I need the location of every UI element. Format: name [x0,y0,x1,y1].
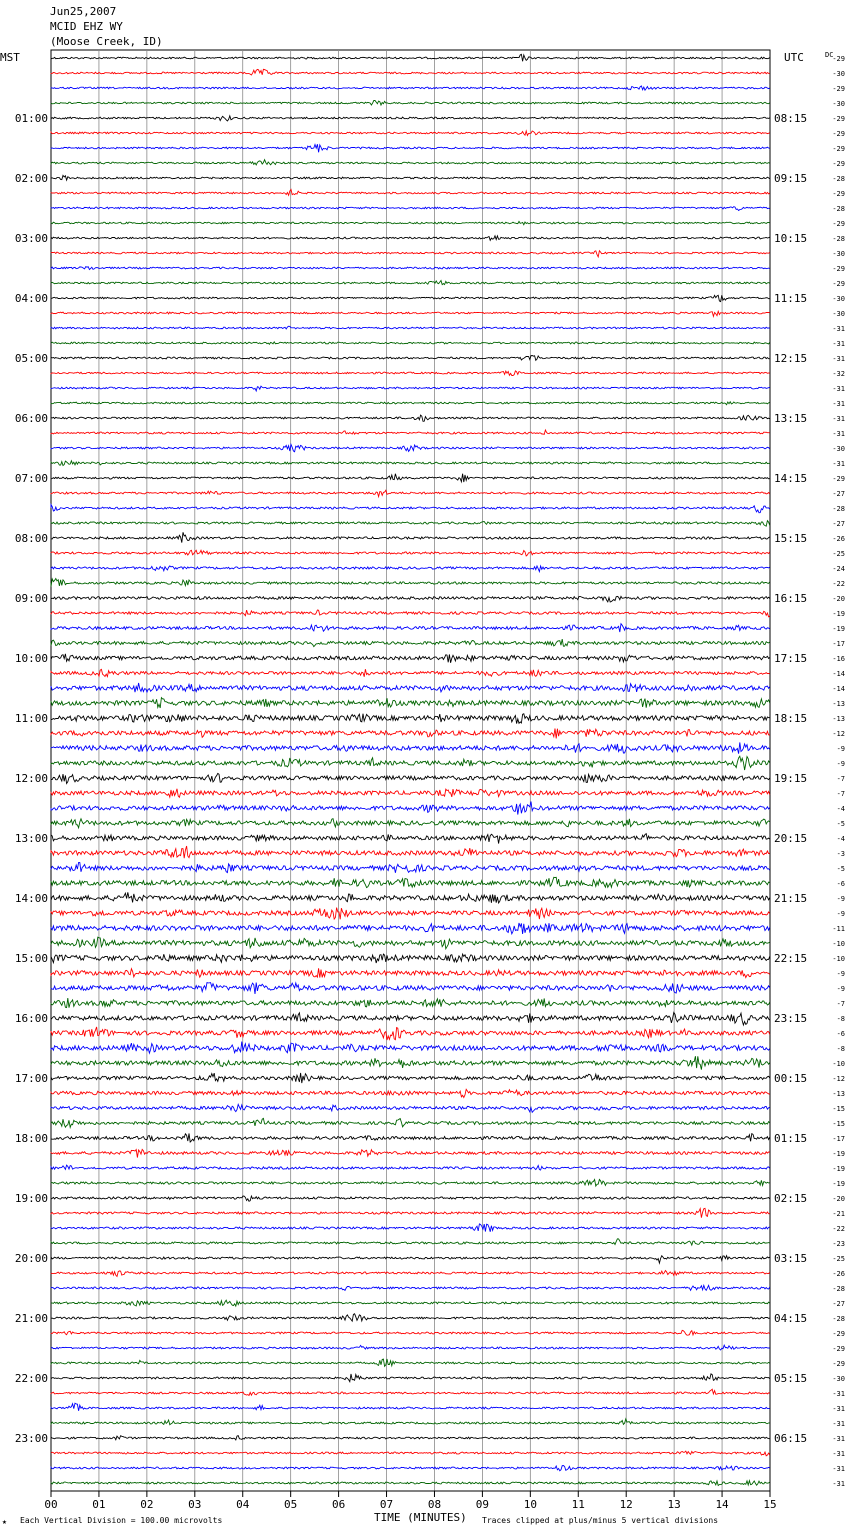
seismic-trace [51,1042,770,1054]
dc-offset-label: -8 [836,1015,845,1023]
dc-offset-label: -15 [832,1120,845,1128]
x-tick-label: 01 [92,1498,106,1511]
dc-offset-label: -14 [832,685,845,693]
seismic-traces [51,54,770,1485]
right-hour-label: 13:15 [774,412,808,425]
x-tick-label: 11 [571,1498,585,1511]
dc-offset-label: -29 [832,145,845,153]
right-hour-label: 05:15 [774,1372,808,1385]
dc-offset-label: -19 [832,610,845,618]
seismic-trace [51,326,770,329]
dc-offset-label: -7 [836,790,845,798]
seismic-trace [51,1056,770,1069]
dc-offset-label: -31 [832,325,845,333]
seismic-trace [51,669,770,677]
seismic-trace [51,954,770,963]
dc-offset-label: -10 [832,1060,845,1068]
x-tick-label: 09 [475,1498,490,1511]
seismic-trace [51,1403,770,1411]
seismic-trace [51,877,770,887]
dc-offset-label: -15 [832,1105,845,1113]
seismic-trace [51,1300,770,1306]
seismic-trace [51,1104,770,1112]
right-hour-label: 12:15 [774,352,808,365]
seismic-trace [51,532,770,542]
seismic-trace [51,474,770,482]
dc-offset-label: -31 [832,460,845,468]
minute-gridlines [51,50,770,1491]
dc-offset-label: -19 [832,1180,845,1188]
dc-offset-label: -31 [832,355,845,363]
seismic-trace [51,596,770,602]
left-hour-label: 05:00 [14,352,48,365]
seismic-trace [51,863,770,873]
x-axis [44,1491,776,1511]
seismic-trace [51,789,770,798]
dc-offset-label: -22 [832,580,845,588]
right-hour-label: 18:15 [774,712,808,725]
dc-offset-label: -5 [836,820,845,828]
header-date: Jun25,2007 [50,5,117,18]
seismic-trace [51,236,770,241]
seismic-trace [51,356,770,361]
right-hour-label: 22:15 [774,952,808,965]
seismic-trace [51,131,770,136]
dc-offset-label: -4 [836,805,845,813]
seismic-trace [51,1345,770,1350]
dc-offset-label: -20 [832,1195,845,1203]
dc-offset-label: -5 [836,865,845,873]
x-tick-label: 12 [619,1498,633,1511]
right-hour-label: 11:15 [774,292,808,305]
left-hour-label: 16:00 [14,1012,48,1025]
seismic-trace [51,1285,770,1290]
left-hour-label: 19:00 [14,1192,48,1205]
seismic-trace [51,1256,770,1263]
left-timezone-label: MST [0,51,20,64]
x-tick-label: 02 [140,1498,154,1511]
dc-offset-label: -14 [832,670,845,678]
dc-offset-label: -31 [832,1420,845,1428]
right-hour-label: 17:15 [774,652,808,665]
x-tick-label: 07 [379,1498,394,1511]
seismic-trace [51,402,770,405]
dc-offset-label: -31 [832,1450,845,1458]
dc-offset-label: -29 [832,85,845,93]
seismic-trace [51,1073,770,1083]
seismic-trace [51,1165,770,1170]
dc-header-label: DC [825,51,834,59]
seismic-trace [51,267,770,270]
dc-offset-label: -30 [832,250,845,258]
dc-offset-label: -9 [836,760,845,768]
right-hour-label: 20:15 [774,832,808,845]
right-hour-label: 08:15 [774,112,808,125]
seismic-trace [51,386,770,391]
seismic-trace [51,1374,770,1382]
dc-offset-label: -28 [832,205,845,213]
seismic-trace [51,1271,770,1277]
dc-offset-label: -27 [832,520,845,528]
seismic-trace [51,1419,770,1425]
dc-offset-label: -21 [832,1210,845,1218]
dc-offset-label: -12 [832,730,845,738]
dc-offset-label: -30 [832,310,845,318]
seismic-trace [51,430,770,434]
x-tick-label: 03 [188,1498,202,1511]
seismic-trace [51,160,770,165]
dc-offset-label: -31 [832,415,845,423]
dc-offset-label: -26 [832,1270,845,1278]
dc-offset-label: -30 [832,70,845,78]
seismic-trace [51,846,770,858]
x-tick-label: 05 [284,1498,298,1511]
dc-offset-label: -28 [832,235,845,243]
seismic-trace [51,1180,770,1187]
seismic-trace [51,1466,770,1471]
right-hour-label: 00:15 [774,1072,808,1085]
dc-offset-label: -9 [836,910,845,918]
dc-offset-label: -25 [832,550,845,558]
dc-offset-label: -30 [832,295,845,303]
dc-offset-label: -28 [832,505,845,513]
dc-offset-label: -27 [832,490,845,498]
header-station: MCID EHZ WY [50,20,123,33]
dc-offset-label: -24 [832,565,845,573]
seismic-trace [51,1089,770,1097]
seismic-trace [51,1389,770,1395]
left-hour-label: 14:00 [14,892,48,905]
right-hour-label: 14:15 [774,472,808,485]
dc-offset-label: -7 [836,775,845,783]
seismic-trace [51,86,770,90]
seismic-trace [51,505,770,513]
seismic-trace [51,742,770,753]
seismic-trace [51,908,770,920]
seismic-trace [51,550,770,556]
right-timezone-label: UTC [784,51,804,64]
dc-offset-label: -12 [832,1075,845,1083]
left-hour-label: 22:00 [14,1372,48,1385]
seismic-trace [51,714,770,724]
seismic-trace [51,983,770,994]
seismic-trace [51,1027,770,1040]
seismic-trace [51,773,770,783]
seismic-trace [51,729,770,739]
dc-offset-label: -29 [832,1360,845,1368]
x-tick-label: 06 [331,1498,346,1511]
seismic-trace [51,923,770,934]
dc-offset-label: -29 [832,265,845,273]
dc-offset-label: -31 [832,385,845,393]
dc-offset-label: -31 [832,1480,845,1488]
x-tick-label: 00 [44,1498,58,1511]
seismic-trace [51,624,770,632]
left-hour-label: 07:00 [14,472,48,485]
left-hour-label: 17:00 [14,1072,48,1085]
dc-offset-label: -6 [836,1030,845,1038]
seismic-trace [51,251,770,257]
dc-offset-label: -31 [832,430,845,438]
seismic-trace [51,1118,770,1127]
seismic-trace [51,189,770,195]
dc-offset-label: -28 [832,175,845,183]
seismic-trace [51,937,770,949]
seismic-trace [51,521,770,527]
left-hour-label: 03:00 [14,232,48,245]
dc-offset-label: -22 [832,1225,845,1233]
seismic-trace [51,639,770,647]
x-tick-label: 10 [523,1498,537,1511]
seismic-trace [51,144,770,152]
left-hour-label: 13:00 [14,832,48,845]
dc-offset-label: -32 [832,370,845,378]
seismic-trace [51,1436,770,1440]
left-hour-label: 15:00 [14,952,48,965]
seismic-trace [51,1196,770,1201]
seismic-trace [51,295,770,301]
x-tick-label: 04 [236,1498,250,1511]
footer-scale-note: Each Vertical Division = 100.00 microvolts [20,1516,223,1525]
dc-offset-label: -13 [832,715,845,723]
seismic-trace [51,968,770,977]
dc-offset-label: -31 [832,1435,845,1443]
right-hour-label: 16:15 [774,592,808,605]
left-hour-label: 18:00 [14,1132,48,1145]
footer-clip-note: Traces clipped at plus/minus 5 vertical divisions [482,1516,719,1525]
dc-offset-label: -7 [836,1000,845,1008]
dc-offset-label: -10 [832,955,845,963]
left-hour-label: 06:00 [14,412,48,425]
seismic-trace [51,116,770,121]
seismic-trace [51,175,770,180]
seismic-trace [51,1359,770,1366]
left-hour-labels [15,112,48,1445]
dc-offset-label: -29 [832,220,845,228]
seismic-trace [51,461,770,466]
dc-offset-label: -29 [832,1345,845,1353]
dc-offset-label: -20 [832,595,845,603]
dc-offset-label: -23 [832,1240,845,1248]
dc-offset-label: -19 [832,625,845,633]
seismic-trace [51,756,770,770]
dc-offset-label: -17 [832,640,845,648]
dc-offset-label: -31 [832,400,845,408]
header-location: (Moose Creek, ID) [50,35,163,48]
dc-offset-label: -16 [832,655,845,663]
dc-offset-label: -25 [832,1255,845,1263]
seismic-trace [51,1224,770,1232]
x-tick-label: 14 [715,1498,729,1511]
seismic-trace [51,415,770,421]
seismic-trace [51,1208,770,1217]
seismic-trace [51,1314,770,1321]
dc-offset-label: -28 [832,1285,845,1293]
dc-offset-label: -10 [832,940,845,948]
right-hour-label: 09:15 [774,172,808,185]
dc-offset-label: -29 [832,475,845,483]
seismic-trace [51,101,770,106]
right-hour-label: 23:15 [774,1012,808,1025]
right-hour-label: 19:15 [774,772,808,785]
seismic-trace [51,579,770,587]
footer-mark: ★ [2,1517,7,1526]
dc-offset-label: -31 [832,1390,845,1398]
dc-offset-label: -3 [836,850,845,858]
dc-offset-label: -30 [832,445,845,453]
left-hour-label: 12:00 [14,772,48,785]
right-hour-label: 01:15 [774,1132,808,1145]
left-hour-label: 20:00 [14,1252,48,1265]
right-hour-label: 03:15 [774,1252,808,1265]
seismic-trace [51,998,770,1008]
right-hour-label: 21:15 [774,892,808,905]
header [50,5,163,48]
right-hour-label: 10:15 [774,232,808,245]
dc-offset-label: -29 [832,115,845,123]
dc-offset-label: -13 [832,700,845,708]
seismic-trace [51,490,770,496]
seismic-trace [51,892,770,903]
right-hour-label: 06:15 [774,1432,808,1445]
dc-offset-label: -28 [832,1315,845,1323]
seismic-trace [51,444,770,451]
right-hour-label: 04:15 [774,1312,808,1325]
seismic-trace [51,342,770,345]
dc-offset-label: -9 [836,745,845,753]
seismic-trace [51,802,770,815]
dc-offset-label: -29 [832,55,845,63]
seismic-trace [51,1330,770,1335]
x-tick-label: 08 [427,1498,442,1511]
dc-offset-label: -29 [832,160,845,168]
seismic-trace [51,69,770,75]
seismic-trace [51,566,770,572]
dc-offset-label: -17 [832,1135,845,1143]
dc-offset-label: -31 [832,1465,845,1473]
seismic-trace [51,654,770,663]
left-hour-label: 10:00 [14,652,48,665]
dc-offset-label: -9 [836,970,845,978]
seismic-trace [51,371,770,376]
dc-offset-label: -31 [832,340,845,348]
seismic-trace [51,683,770,692]
dc-offset-label: -26 [832,535,845,543]
right-hour-label: 15:15 [774,532,808,545]
seismic-trace [51,207,770,211]
dc-offset-label: -4 [836,835,845,843]
left-hour-label: 04:00 [14,292,48,305]
left-hour-label: 09:00 [14,592,48,605]
dc-offset-label: -11 [832,925,845,933]
seismic-trace [51,610,770,617]
seismic-trace [51,1481,770,1486]
dc-offset-label: -19 [832,1165,845,1173]
x-tick-label: 15 [763,1498,777,1511]
left-hour-label: 02:00 [14,172,48,185]
left-hour-label: 01:00 [14,112,48,125]
dc-offset-label: -9 [836,985,845,993]
seismic-trace [51,819,770,828]
left-hour-label: 08:00 [14,532,48,545]
left-hour-label: 23:00 [14,1432,48,1445]
plot-frame [51,50,770,1491]
dc-offset-label: -29 [832,130,845,138]
dc-offset-label: -29 [832,190,845,198]
x-tick-label: 13 [667,1498,681,1511]
dc-offset-label: -31 [832,1405,845,1413]
left-hour-label: 11:00 [14,712,48,725]
dc-offset-label: -9 [836,895,845,903]
dc-offset-label: -29 [832,1330,845,1338]
seismic-trace [51,1239,770,1245]
dc-offset-label: -8 [836,1045,845,1053]
x-axis-title: TIME (MINUTES) [374,1511,467,1524]
dc-offset-label: -29 [832,280,845,288]
seismic-trace [51,281,770,285]
dc-offset-label: -13 [832,1090,845,1098]
dc-offset-label: -6 [836,880,845,888]
dc-offset-label: -30 [832,100,845,108]
seismic-trace [51,221,770,224]
seismic-trace [51,54,770,61]
right-hour-label: 02:15 [774,1192,808,1205]
dc-offset-label: -30 [832,1375,845,1383]
dc-offset-label: -27 [832,1300,845,1308]
seismic-trace [51,698,770,708]
seismic-trace [51,311,770,316]
seismic-trace [51,1134,770,1143]
seismic-trace [51,1012,770,1025]
dc-offset-label: -19 [832,1150,845,1158]
seismic-trace [51,834,770,844]
right-hour-labels [774,112,807,1445]
seismic-trace [51,1451,770,1456]
left-hour-label: 21:00 [14,1312,48,1325]
seismic-trace [51,1149,770,1157]
dc-offset-labels [832,55,845,1488]
